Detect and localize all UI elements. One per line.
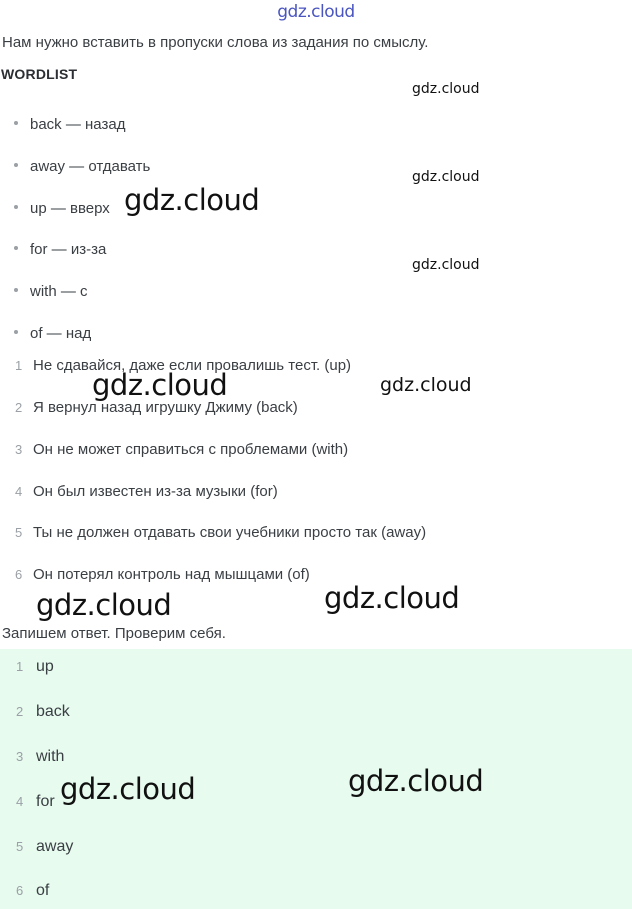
- sentence-item: [15, 524, 426, 541]
- wordlist-item: [14, 325, 91, 342]
- wordlist-item-text: up — вверх: [30, 200, 110, 217]
- answer-text: back: [36, 703, 70, 720]
- answer-item: [16, 703, 70, 721]
- answer-item: [16, 838, 73, 856]
- answer-text: away: [36, 838, 74, 855]
- bullet-icon: [14, 288, 18, 292]
- bullet-icon: [14, 121, 18, 125]
- wordlist-item-text: with — с: [30, 283, 88, 300]
- watermark: gdz.cloud: [92, 368, 228, 402]
- sentence-text: Он был известен из-за музыки (for): [33, 483, 278, 500]
- answer-number: 6: [16, 883, 24, 898]
- sentence-text: Он не может справиться с проблемами (with): [33, 441, 349, 458]
- watermark: gdz.cloud: [412, 81, 480, 97]
- answer-text: of: [36, 882, 50, 899]
- watermark: gdz.cloud: [412, 257, 480, 273]
- wordlist-item-text: of — над: [30, 325, 92, 342]
- sentence-text: Ты не должен отдавать свои учебники просто так (away): [33, 524, 427, 541]
- sentence-number: 1: [15, 358, 23, 373]
- answer-number: 4: [16, 794, 24, 809]
- watermark: gdz.cloud: [380, 374, 472, 396]
- answer-lead-text: Запишем ответ. Проверим себя.: [2, 625, 226, 642]
- wordlist-item: [14, 283, 88, 300]
- wordlist-item: [14, 200, 110, 217]
- sentence-number: 3: [15, 442, 23, 457]
- bullet-icon: [14, 330, 18, 334]
- wordlist-item-text: back — назад: [30, 116, 126, 133]
- answer-text: for: [36, 793, 55, 810]
- wordlist-item: [14, 241, 106, 258]
- answer-number: 2: [16, 704, 24, 719]
- sentence-number: 5: [15, 525, 23, 540]
- wordlist-item-text: away — отдавать: [30, 158, 151, 175]
- answer-text: with: [36, 748, 65, 765]
- bullet-icon: [14, 246, 18, 250]
- sentence-item: [15, 483, 278, 500]
- answer-item: [16, 748, 64, 766]
- watermark: gdz.cloud: [60, 772, 196, 806]
- answer-text: up: [36, 658, 54, 675]
- watermark: gdz.cloud: [348, 764, 484, 798]
- wordlist-item-text: for — из-за: [30, 241, 107, 258]
- sentence-number: 6: [15, 567, 23, 582]
- answer-number: 5: [16, 839, 24, 854]
- bullet-icon: [14, 205, 18, 209]
- sentence-item: [15, 441, 348, 458]
- watermark: gdz.cloud: [412, 169, 480, 185]
- watermark: gdz.cloud: [324, 581, 460, 615]
- answer-item: [16, 658, 54, 676]
- sentence-item: [15, 566, 310, 583]
- answer-number: 3: [16, 749, 24, 764]
- sentence-text: Он потерял контроль над мышцами (of): [33, 566, 310, 583]
- wordlist-item: [14, 158, 150, 175]
- bullet-icon: [14, 163, 18, 167]
- sentence-number: 4: [15, 484, 23, 499]
- intro-text: Нам нужно вставить в пропуски слова из задания по смыслу.: [2, 34, 429, 51]
- sentence-text: Не сдавайся, даже если провалишь тест. (up): [33, 357, 352, 374]
- answer-item: [16, 793, 55, 811]
- answer-item: [16, 882, 49, 900]
- sentence-text: Я вернул назад игрушку Джиму (back): [33, 399, 298, 416]
- watermark: gdz.cloud: [36, 588, 172, 622]
- wordlist-title: WORDLIST: [1, 66, 78, 82]
- site-logo[interactable]: gdz.cloud: [277, 2, 355, 22]
- sentence-number: 2: [15, 400, 23, 415]
- watermark: gdz.cloud: [124, 183, 260, 217]
- answer-number: 1: [16, 659, 24, 674]
- wordlist-item: [14, 116, 125, 133]
